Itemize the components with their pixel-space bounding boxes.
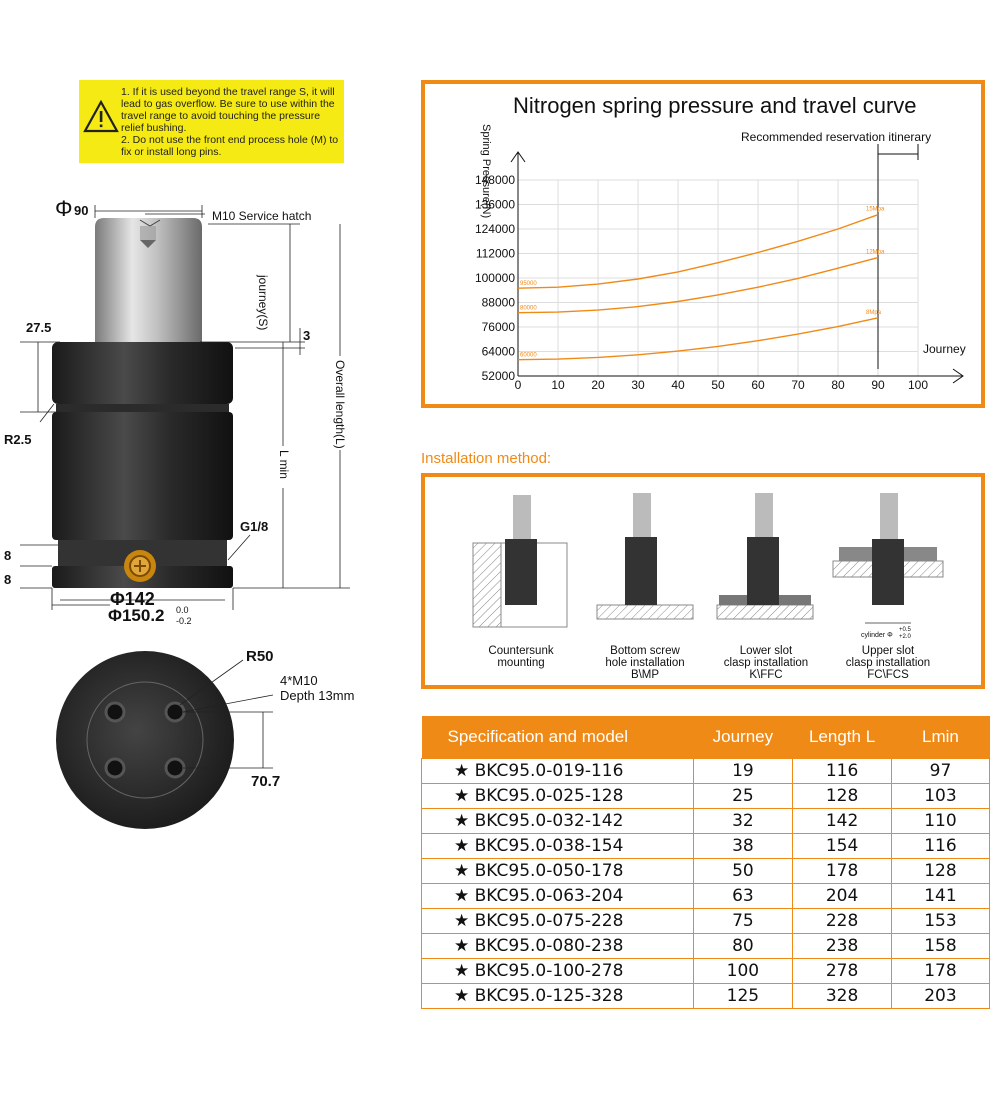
cell-journey: 19 [693, 759, 793, 784]
caption-bottom-screw: Bottom screw hole installation B\MP [605, 645, 685, 681]
header-lmin: Lmin [891, 716, 989, 759]
x-tick-label: 10 [551, 378, 565, 392]
y-tick-label: 88000 [481, 295, 515, 310]
cell-model: ★ BKC95.0-019-116 [422, 759, 694, 784]
dim-70-7: 70.7 [251, 773, 281, 790]
phi90-symbol: Φ [55, 196, 73, 221]
dim-depth: Depth 13mm [280, 688, 355, 703]
cell-model: ★ BKC95.0-038-154 [422, 834, 694, 859]
installation-title: Installation method: [421, 450, 552, 467]
cell-lmin: 141 [891, 884, 989, 909]
service-hatch-label: M10 Service hatch [212, 209, 312, 223]
table-row [422, 834, 990, 859]
cell-model: ★ BKC95.0-100-278 [422, 959, 694, 984]
series-start-label: 95000 [520, 281, 537, 288]
cell-length: 328 [793, 984, 892, 1009]
series-label-8Mpa: 8Mpa [866, 309, 882, 316]
spring-bottom-drawing [55, 650, 315, 835]
x-tick-label: 20 [591, 378, 605, 392]
cell-lmin: 128 [891, 859, 989, 884]
spec-table [421, 716, 990, 1009]
table-row [422, 959, 990, 984]
dim-27-5: 27.5 [26, 320, 52, 335]
cell-model: ★ BKC95.0-025-128 [422, 784, 694, 809]
cylinder-note: cylinder Φ [861, 632, 893, 639]
x-tick-label: 0 [514, 378, 522, 392]
cell-lmin: 110 [891, 809, 989, 834]
cell-lmin: 158 [891, 934, 989, 959]
series-label-15Mpa: 15Mpa [866, 206, 885, 213]
table-row [422, 934, 990, 959]
header-spec: Specification and model [422, 716, 694, 759]
x-tick-label: 30 [631, 378, 645, 392]
cell-model: ★ BKC95.0-075-228 [422, 909, 694, 934]
dim-r2-5: R2.5 [4, 432, 32, 447]
dim-8-upper: 8 [4, 548, 12, 563]
pressure-travel-chart [425, 84, 981, 404]
cell-lmin: 153 [891, 909, 989, 934]
cell-journey: 125 [693, 984, 793, 1009]
x-axis [518, 369, 963, 383]
cell-length: 116 [793, 759, 892, 784]
spring-side-drawing [0, 190, 380, 630]
y-tick-label: 76000 [481, 320, 515, 334]
cell-length: 238 [793, 934, 892, 959]
cell-model: ★ BKC95.0-063-204 [422, 884, 694, 909]
header-journey: Journey [693, 716, 793, 759]
series-line-15Mpa [518, 215, 878, 289]
series-line-8Mpa [518, 318, 878, 360]
journey-s-label: journey(S) [256, 275, 270, 331]
dim-4m10: 4*M10 [280, 673, 318, 688]
y-tick-label: 136000 [474, 197, 515, 212]
cell-length: 142 [793, 809, 892, 834]
x-axis-label: Journey [923, 342, 966, 356]
dim-8-lower: 8 [4, 572, 12, 587]
installation-frame [421, 473, 985, 689]
series-start-label: 60000 [520, 352, 537, 359]
y-tick-label: 112000 [475, 246, 515, 261]
cell-journey: 25 [693, 784, 793, 809]
table-row [422, 984, 990, 1009]
cell-lmin: 103 [891, 784, 989, 809]
tolerance-upper: 0.0 [176, 605, 189, 615]
series-start-label: 80000 [520, 305, 537, 312]
table-row [422, 784, 990, 809]
cell-lmin: 178 [891, 959, 989, 984]
warning-text: 1. If it is used beyond the travel range S, it will lead to gas overflow. Be sure to use within the travel range to avoid touching the pressure relief bushing. 2. Do not use the front end process hole (M) to fix or install long pins. [121, 86, 339, 158]
x-tick-label: 50 [711, 378, 725, 392]
table-row [422, 884, 990, 909]
cell-length: 178 [793, 859, 892, 884]
cell-journey: 63 [693, 884, 793, 909]
cylinder-tol-up: +0.5 [899, 627, 911, 633]
y-tick-label: 64000 [481, 344, 515, 359]
dim-r50: R50 [246, 648, 274, 665]
caption-lower-slot: Lower slot clasp installation K\FFC [723, 645, 809, 681]
cell-journey: 75 [693, 909, 793, 934]
cell-journey: 38 [693, 834, 793, 859]
countersunk-drawing [473, 495, 567, 627]
x-tick-label: 80 [831, 378, 845, 392]
table-row [422, 909, 990, 934]
cell-model: ★ BKC95.0-080-238 [422, 934, 694, 959]
y-axis-label: Spring Pressure(N) [480, 124, 492, 219]
reservation-bracket [878, 144, 918, 369]
cell-lmin: 116 [891, 834, 989, 859]
series-line-12Mpa [518, 258, 878, 313]
y-tick-label: 148000 [474, 173, 515, 187]
cell-length: 154 [793, 834, 892, 859]
cell-lmin: 203 [891, 984, 989, 1009]
cell-journey: 50 [693, 859, 793, 884]
overall-length-label: Overall length(L) [333, 360, 347, 449]
x-tick-label: 90 [871, 378, 885, 392]
dim-g1-8: G1/8 [240, 519, 269, 534]
x-tick-label: 100 [907, 378, 929, 392]
y-tick-label: 52000 [481, 369, 515, 383]
phi90-value: 90 [74, 203, 89, 218]
cell-model: ★ BKC95.0-032-142 [422, 809, 694, 834]
cell-journey: 32 [693, 809, 793, 834]
series-label-12Mpa: 12Mpa [866, 249, 885, 256]
cell-model: ★ BKC95.0-050-178 [422, 859, 694, 884]
lmin-label: L min [277, 450, 291, 479]
x-tick-label: 70 [791, 378, 805, 392]
warning-triangle-icon [83, 100, 119, 134]
cell-length: 278 [793, 959, 892, 984]
header-length: Length L [793, 716, 892, 759]
chart-annotation: Recommended reservation itinerary [741, 130, 932, 144]
tolerance-lower: -0.2 [176, 616, 192, 626]
dim-3: 3 [303, 328, 311, 343]
cell-journey: 80 [693, 934, 793, 959]
spec-header-row [422, 716, 990, 759]
cell-length: 204 [793, 884, 892, 909]
x-tick-label: 60 [751, 378, 765, 392]
pressure-chart-frame [421, 80, 985, 408]
y-tick-label: 124000 [474, 222, 515, 236]
dim-phi150: Φ150.2 [108, 606, 165, 625]
x-tick-label: 40 [671, 378, 685, 392]
caption-countersunk: Countersunk mounting [488, 645, 554, 669]
table-row [422, 759, 990, 784]
cell-model: ★ BKC95.0-125-328 [422, 984, 694, 1009]
y-tick-label: 100000 [474, 271, 515, 285]
warning-box [79, 80, 344, 163]
cylinder-tol-down: +2.0 [899, 634, 911, 640]
dim-phi142: Φ142 [110, 589, 155, 609]
caption-upper-slot: Upper slot clasp installation FC\FCS [845, 645, 931, 681]
cell-journey: 100 [693, 959, 793, 984]
table-row [422, 859, 990, 884]
cell-length: 228 [793, 909, 892, 934]
cell-length: 128 [793, 784, 892, 809]
table-row [422, 809, 990, 834]
chart-title: Nitrogen spring pressure and travel curve [513, 93, 917, 118]
cell-lmin: 97 [891, 759, 989, 784]
